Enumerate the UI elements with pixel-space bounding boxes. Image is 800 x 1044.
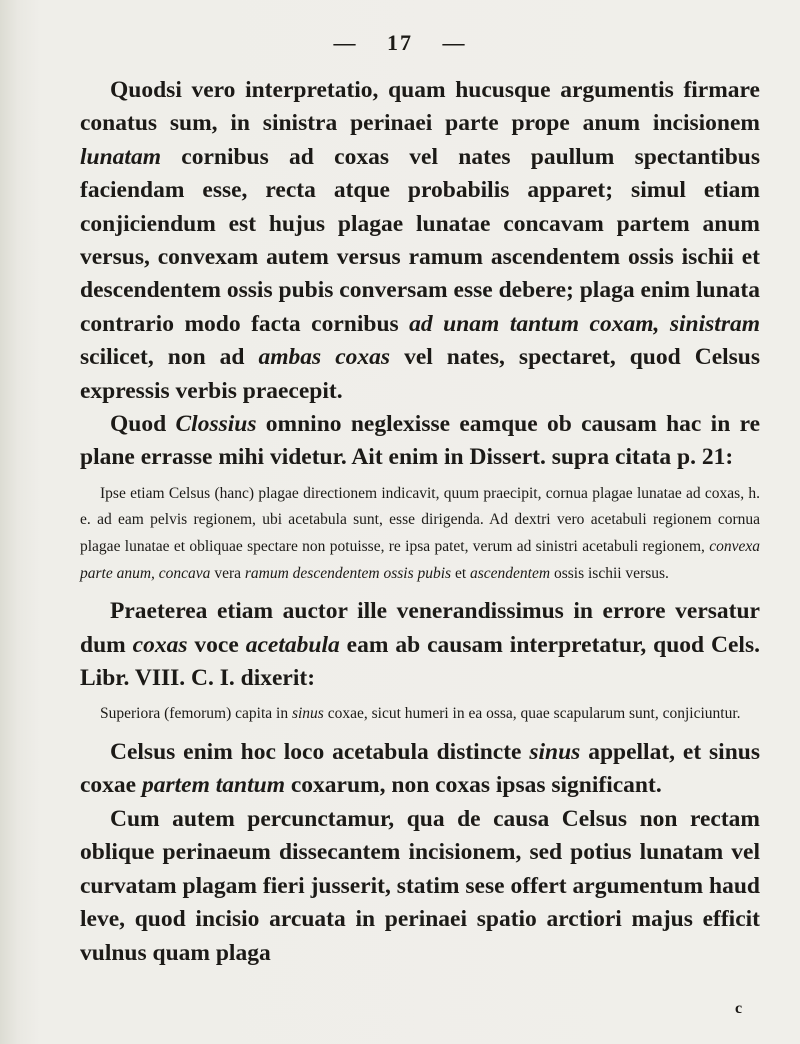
catchword: c — [735, 1000, 743, 1017]
page-header — [0, 30, 800, 56]
paragraph-1 — [80, 74, 760, 408]
text-run: vel nates, spectaret, quod Celsus expressis verbis praecepit. — [80, 344, 761, 404]
paragraph-2 — [80, 408, 760, 475]
paragraph-3 — [80, 595, 760, 695]
page-body — [80, 74, 760, 970]
text-run: Quod — [110, 411, 176, 438]
italic-run: ambas coxas — [258, 344, 391, 371]
text-run: coxae, sicut humeri in ea ossa, quae scapularum sunt, conjiciuntur. — [323, 705, 741, 723]
text-run: Superiora (femorum) capita in — [100, 705, 292, 723]
italic-run: acetabula — [245, 631, 340, 658]
text-run: voce — [187, 631, 246, 658]
header-dash-right: — — [442, 30, 467, 55]
text-run: et — [451, 564, 471, 582]
text-run: Ipse etiam Celsus (hanc) plagae directionem indicavit, quum praecipit, cornua plagae lunatae ad coxas, h. e. ad eam pelvis regionem, ubi acetabula sunt, esse dirigenda. Ad dextri vero acetabuli regionem cornua plagae lunatae et obliquae spectare non potuisse, re ipsa patet, verum ad sinistri acetabuli regionem, — [80, 484, 760, 556]
italic-run: lunatam — [80, 143, 161, 170]
text-run: omnino neglexisse eamque ob causam hac in re plane errasse mihi videtur. Ait enim in Dissert. supra citata p. 21: — [80, 411, 761, 471]
text-run: coxarum, non coxas ipsas significant. — [285, 772, 662, 799]
italic-run: sinus — [529, 739, 581, 766]
text-run: vera — [210, 564, 245, 582]
text-run: scilicet, non ad — [80, 344, 259, 371]
text-run: cornibus ad coxas vel nates paullum spectantibus faciendam esse, recta atque probabilis apparet; simul etiam conjiciendum est hujus plagae lunatae concavam partem anum versus, convexam autem versus ramum ascendentem ossis ischii et descendentem ossis pubis conversam esse debere; plaga enim lunata contrario modo facta cornibus — [80, 143, 760, 337]
paragraph-4 — [80, 736, 760, 803]
text-run: ossis ischii versus. — [550, 564, 669, 582]
text-run: Praeterea etiam auctor ille venerandissimus in errore versatur dum — [80, 598, 760, 658]
italic-run: convexa parte anum, concava — [80, 538, 760, 582]
header-dash-left: — — [333, 30, 358, 55]
block-quote-1 — [80, 481, 760, 587]
paragraph-5 — [80, 803, 760, 970]
italic-run: ad unam tantum coxam, sinistram — [409, 310, 760, 337]
italic-run: partem tantum — [142, 772, 285, 799]
italic-run: ramum descendentem ossis pubis — [244, 564, 452, 582]
text-run: Celsus enim hoc loco acetabula distincte — [110, 739, 530, 766]
text-run: Quodsi vero interpretatio, quam hucusque argumentis firmare conatus sum, in sinistra perinaei parte prope anum incisionem — [80, 77, 760, 137]
italic-run: sinus — [291, 705, 324, 723]
text-run: eam ab causam interpretatur, quod Cels. Libr. VIII. C. I. dixerit: — [80, 631, 760, 692]
block-quote-2 — [80, 701, 760, 728]
italic-run: Clossius — [175, 411, 257, 438]
italic-run: coxas — [132, 631, 188, 658]
page-number: 17 — [387, 30, 413, 55]
text-run: Cum autem percunctamur, qua de causa Celsus non rectam oblique perinaeum dissecantem incisionem, sed potius lunatam vel curvatam plagam fieri jusserit, statim sese offert argumentum haud leve, quod incisio arcuata in perinaei spatio arctiori majus efficit vulnus quam plaga — [80, 805, 760, 966]
italic-run: ascendentem — [470, 564, 551, 582]
text-run: appellat, et sinus coxae — [80, 739, 760, 799]
